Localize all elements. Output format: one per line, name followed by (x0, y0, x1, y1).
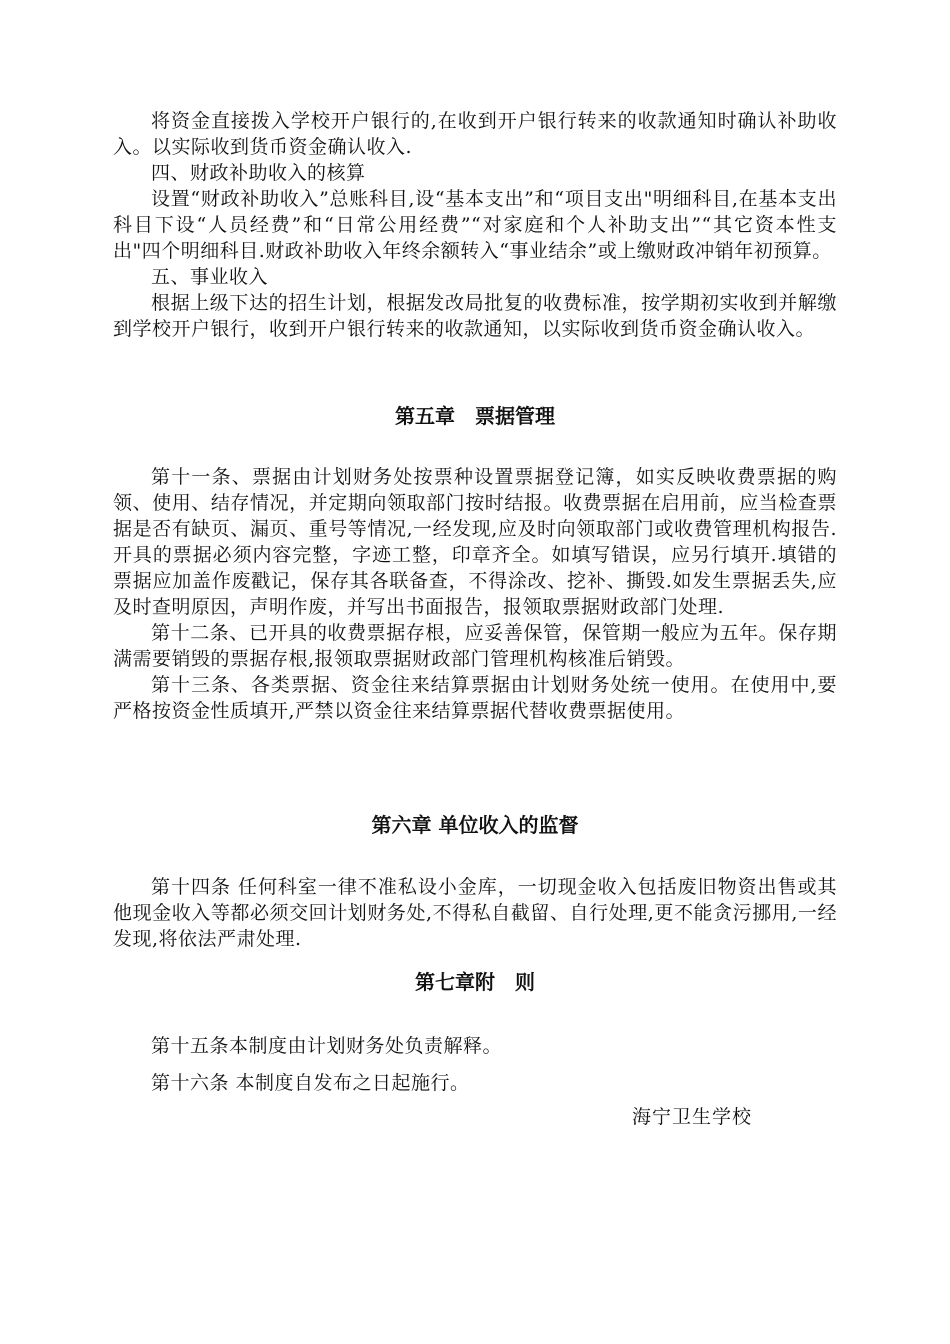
article-15: 第十五条本制度由计划财务处负责解释。 (151, 1035, 503, 1057)
paragraph-fiscal-subsidy-accounts: 设置“财政补助收入”总账科目,设“基本支出”和“项目支出"明细科目,在基本支出科目下设“人员经费”和“日常公用经费”“对家庭和个人补助支出”“其它资本性支出"四个明细科目.财政补助收入年终余额转入“事业结余”或上缴财政冲销年初预算。 (113, 188, 837, 262)
article-11: 第十一条、票据由计划财务处按票种设置票据登记簿，如实反映收费票据的购领、使用、结存情况，并定期向领取部门按时结报。收费票据在启用前，应当检查票据是否有缺页、漏页、重号等情况,一经发现,应及时向领取部门或收费管理机构报告.开具的票据必须内容完整，字迹工整，印章齐全。如填写错误，应另行填开.填错的票据应加盖作废戳记，保存其各联备查，不得涂改、挖补、撕毁.如发生票据丢失,应及时查明原因，声明作废，并写出书面报告，报领取票据财政部门处理. (113, 466, 837, 618)
subheading-business-income: 五、事业收入 (151, 266, 269, 288)
chapter-6-body (113, 874, 837, 952)
chapter-7-heading: 第七章附 则 (415, 970, 535, 994)
article-16: 第十六条 本制度自发布之日起施行。 (151, 1072, 470, 1094)
paragraph-business-income: 根据上级下达的招生计划，根据发改局批复的收费标准，按学期初实收到并解缴到学校开户银行，收到开户银行转来的收款通知，以实际收到货币资金确认收入。 (113, 292, 837, 340)
chapter-5-heading: 第五章 票据管理 (395, 404, 555, 428)
section-income-recognition (113, 108, 837, 342)
subheading-fiscal-subsidy: 四、财政补助收入的核算 (151, 162, 366, 184)
chapter-5-body (113, 464, 837, 724)
chapter-6-heading: 第六章 单位收入的监督 (371, 813, 579, 837)
article-14: 第十四条 任何科室一律不准私设小金库，一切现金收入包括废旧物资出售或其他现金收入等都必须交回计划财务处,不得私自截留、自行处理,更不能贪污挪用,一经发现,将依法严肃处理. (113, 876, 837, 950)
article-13: 第十三条、各类票据、资金往来结算票据由计划财务处统一使用。在使用中,要严格按资金性质填开,严禁以资金往来结算票据代替收费票据使用。 (113, 674, 837, 722)
signature-school-name: 海宁卫生学校 (632, 1106, 753, 1128)
paragraph-fund-allocation: 将资金直接拨入学校开户银行的,在收到开户银行转来的收款通知时确认补助收入。以实际收到货币资金确认收入. (113, 110, 837, 158)
article-12: 第十二条、已开具的收费票据存根，应妥善保管，保管期一般应为五年。保存期满需要销毁的票据存根,报领取票据财政部门管理机构核准后销毁。 (113, 622, 837, 670)
